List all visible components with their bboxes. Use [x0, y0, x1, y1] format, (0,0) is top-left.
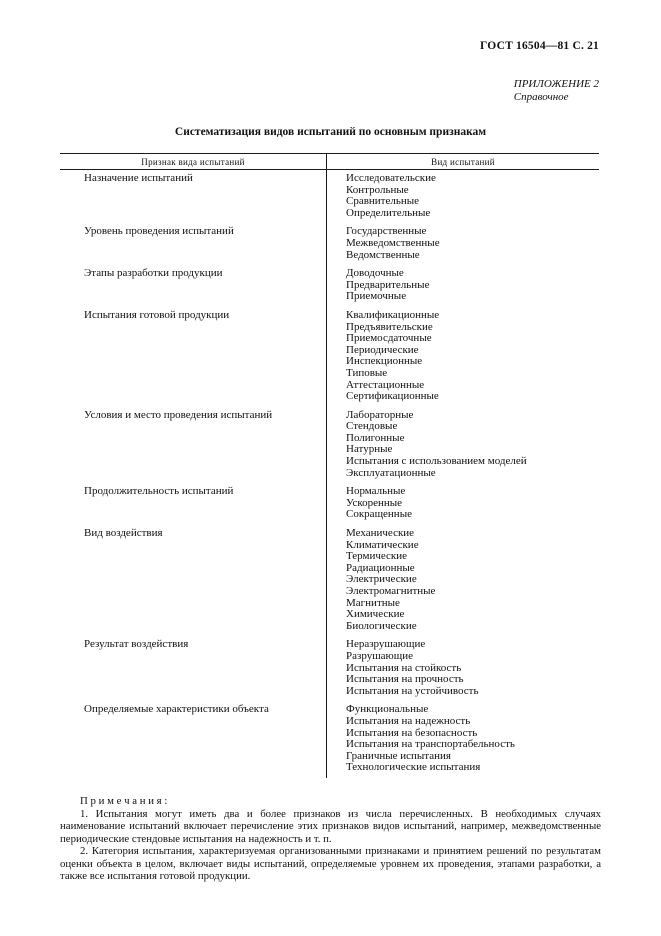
kind-item: Электрические [346, 573, 417, 586]
kind-item: Биологические [346, 619, 417, 632]
feature-cell: Уровень проведения испытаний [60, 223, 327, 265]
table-row [60, 407, 599, 484]
kind-item: Химические [346, 608, 405, 621]
kind-item: Доводочные [346, 267, 404, 280]
kind-item: Технологические испытания [346, 761, 481, 774]
feature-cell: Результат воздействия [60, 636, 327, 701]
kind-item: Натурные [346, 443, 393, 456]
table-header-row [60, 154, 599, 170]
kind-item: Испытания на безопасность [346, 726, 478, 739]
kind-item: Исследовательские [346, 172, 436, 184]
kinds-cell [327, 525, 599, 636]
kind-item: Испытания на прочность [346, 673, 464, 686]
kinds-cell [327, 170, 599, 223]
kind-item: Типовые [346, 366, 388, 379]
notes-heading: П р и м е ч а н и я : [80, 794, 168, 807]
feature-cell: Этапы разработки продукции [60, 265, 327, 307]
kind-item: Магнитные [346, 596, 400, 609]
table-row [60, 265, 599, 307]
table-row [60, 483, 599, 525]
table-row [60, 170, 599, 223]
kinds-cell [327, 701, 599, 778]
kind-item: Периодические [346, 343, 419, 356]
kind-item: Межведомственные [346, 236, 440, 249]
kind-item: Испытания на стойкость [346, 661, 462, 674]
kind-item: Испытания с использованием моделей [346, 455, 527, 468]
feature-cell: Вид воздействия [60, 525, 327, 636]
table-row [60, 701, 599, 778]
feature-cell: Определяемые характеристики объекта [60, 701, 327, 778]
kind-item: Полигонные [346, 431, 405, 444]
kind-item: Предъявительские [346, 320, 433, 333]
kind-item: Приемосдаточные [346, 332, 432, 345]
kind-item: Граничные испытания [346, 749, 451, 762]
col-header-kind: Вид испытаний [431, 157, 495, 167]
kind-item: Функциональные [346, 703, 429, 716]
table-title: Систематизация видов испытаний по основным признакам [174, 126, 487, 138]
kind-item: Климатические [346, 538, 419, 551]
kind-item: Радиационные [346, 561, 415, 574]
table-row [60, 525, 599, 636]
kind-item: Ведомственные [346, 248, 420, 261]
feature-cell: Условия и место проведения испытаний [60, 407, 327, 484]
feature-cell: Продолжительность испытаний [60, 483, 327, 525]
note-paragraph: 1. Испытания могут иметь два и более признаков из числа перечисленных. В необходимых случаях наименование испытаний включает перечисление этих признаков видов испытаний, например, межведомственные периодические стендовые испытания на надежность и т. п. [60, 807, 601, 845]
table-row [60, 307, 599, 407]
feature-cell: Назначение испытаний [60, 170, 327, 223]
table-row [60, 636, 599, 701]
annex-block [60, 78, 601, 105]
kind-item: Контрольные [346, 183, 409, 196]
kind-item: Эксплуатационные [346, 466, 436, 479]
kind-item: Сравнительные [346, 195, 420, 208]
kind-item: Испытания на устойчивость [346, 684, 479, 697]
note-paragraph: 2. Категория испытания, характеризуемая организованными признаками и принятием решений по результатам оценки объекта в целом, включает виды испытаний, определяемые уровнем их проведения, этапами разработки, а также все испытания готовой продукции. [60, 845, 601, 883]
kind-item: Электромагнитные [346, 585, 436, 597]
kinds-cell [327, 483, 599, 525]
kind-item: Разрушающие [346, 649, 414, 662]
kind-item: Механические [346, 527, 415, 540]
doc-number-header: ГОСТ 16504—81 С. 21 [480, 40, 599, 52]
kind-item: Приемочные [346, 290, 407, 303]
kind-item: Инспекционные [346, 355, 423, 368]
kind-item: Стендовые [346, 420, 398, 433]
tests-classification-table [60, 153, 599, 778]
kind-item: Испытания на транспортабельность [346, 738, 515, 751]
kinds-cell [327, 265, 599, 307]
notes-section [60, 795, 601, 883]
kinds-cell [327, 307, 599, 407]
notes-body [60, 808, 601, 884]
feature-cell: Испытания готовой продукции [60, 307, 327, 407]
kind-item: Государственные [346, 225, 427, 238]
kind-item: Сертификационные [346, 390, 439, 403]
kind-item: Лабораторные [346, 408, 414, 421]
kind-item: Определительные [346, 206, 431, 219]
kind-item: Предварительные [346, 278, 430, 291]
kind-item: Квалификационные [346, 308, 440, 321]
kind-item: Испытания на надежность [346, 714, 471, 727]
kind-item: Нормальные [346, 485, 406, 498]
annex-title: ПРИЛОЖЕНИЕ 2 [513, 78, 599, 90]
kinds-cell [327, 223, 599, 265]
kinds-cell [327, 407, 599, 484]
kind-item: Ускоренные [346, 496, 403, 509]
kinds-cell [327, 636, 599, 701]
table-row [60, 223, 599, 265]
kind-item: Неразрушающие [346, 638, 426, 651]
kind-item: Аттестационные [346, 378, 425, 391]
col-header-feature: Признак вида испытаний [60, 154, 327, 169]
table-body [60, 170, 599, 778]
kind-item: Сокращенные [346, 508, 412, 521]
kind-item: Термические [346, 550, 408, 563]
annex-subtitle: Справочное [513, 91, 569, 103]
